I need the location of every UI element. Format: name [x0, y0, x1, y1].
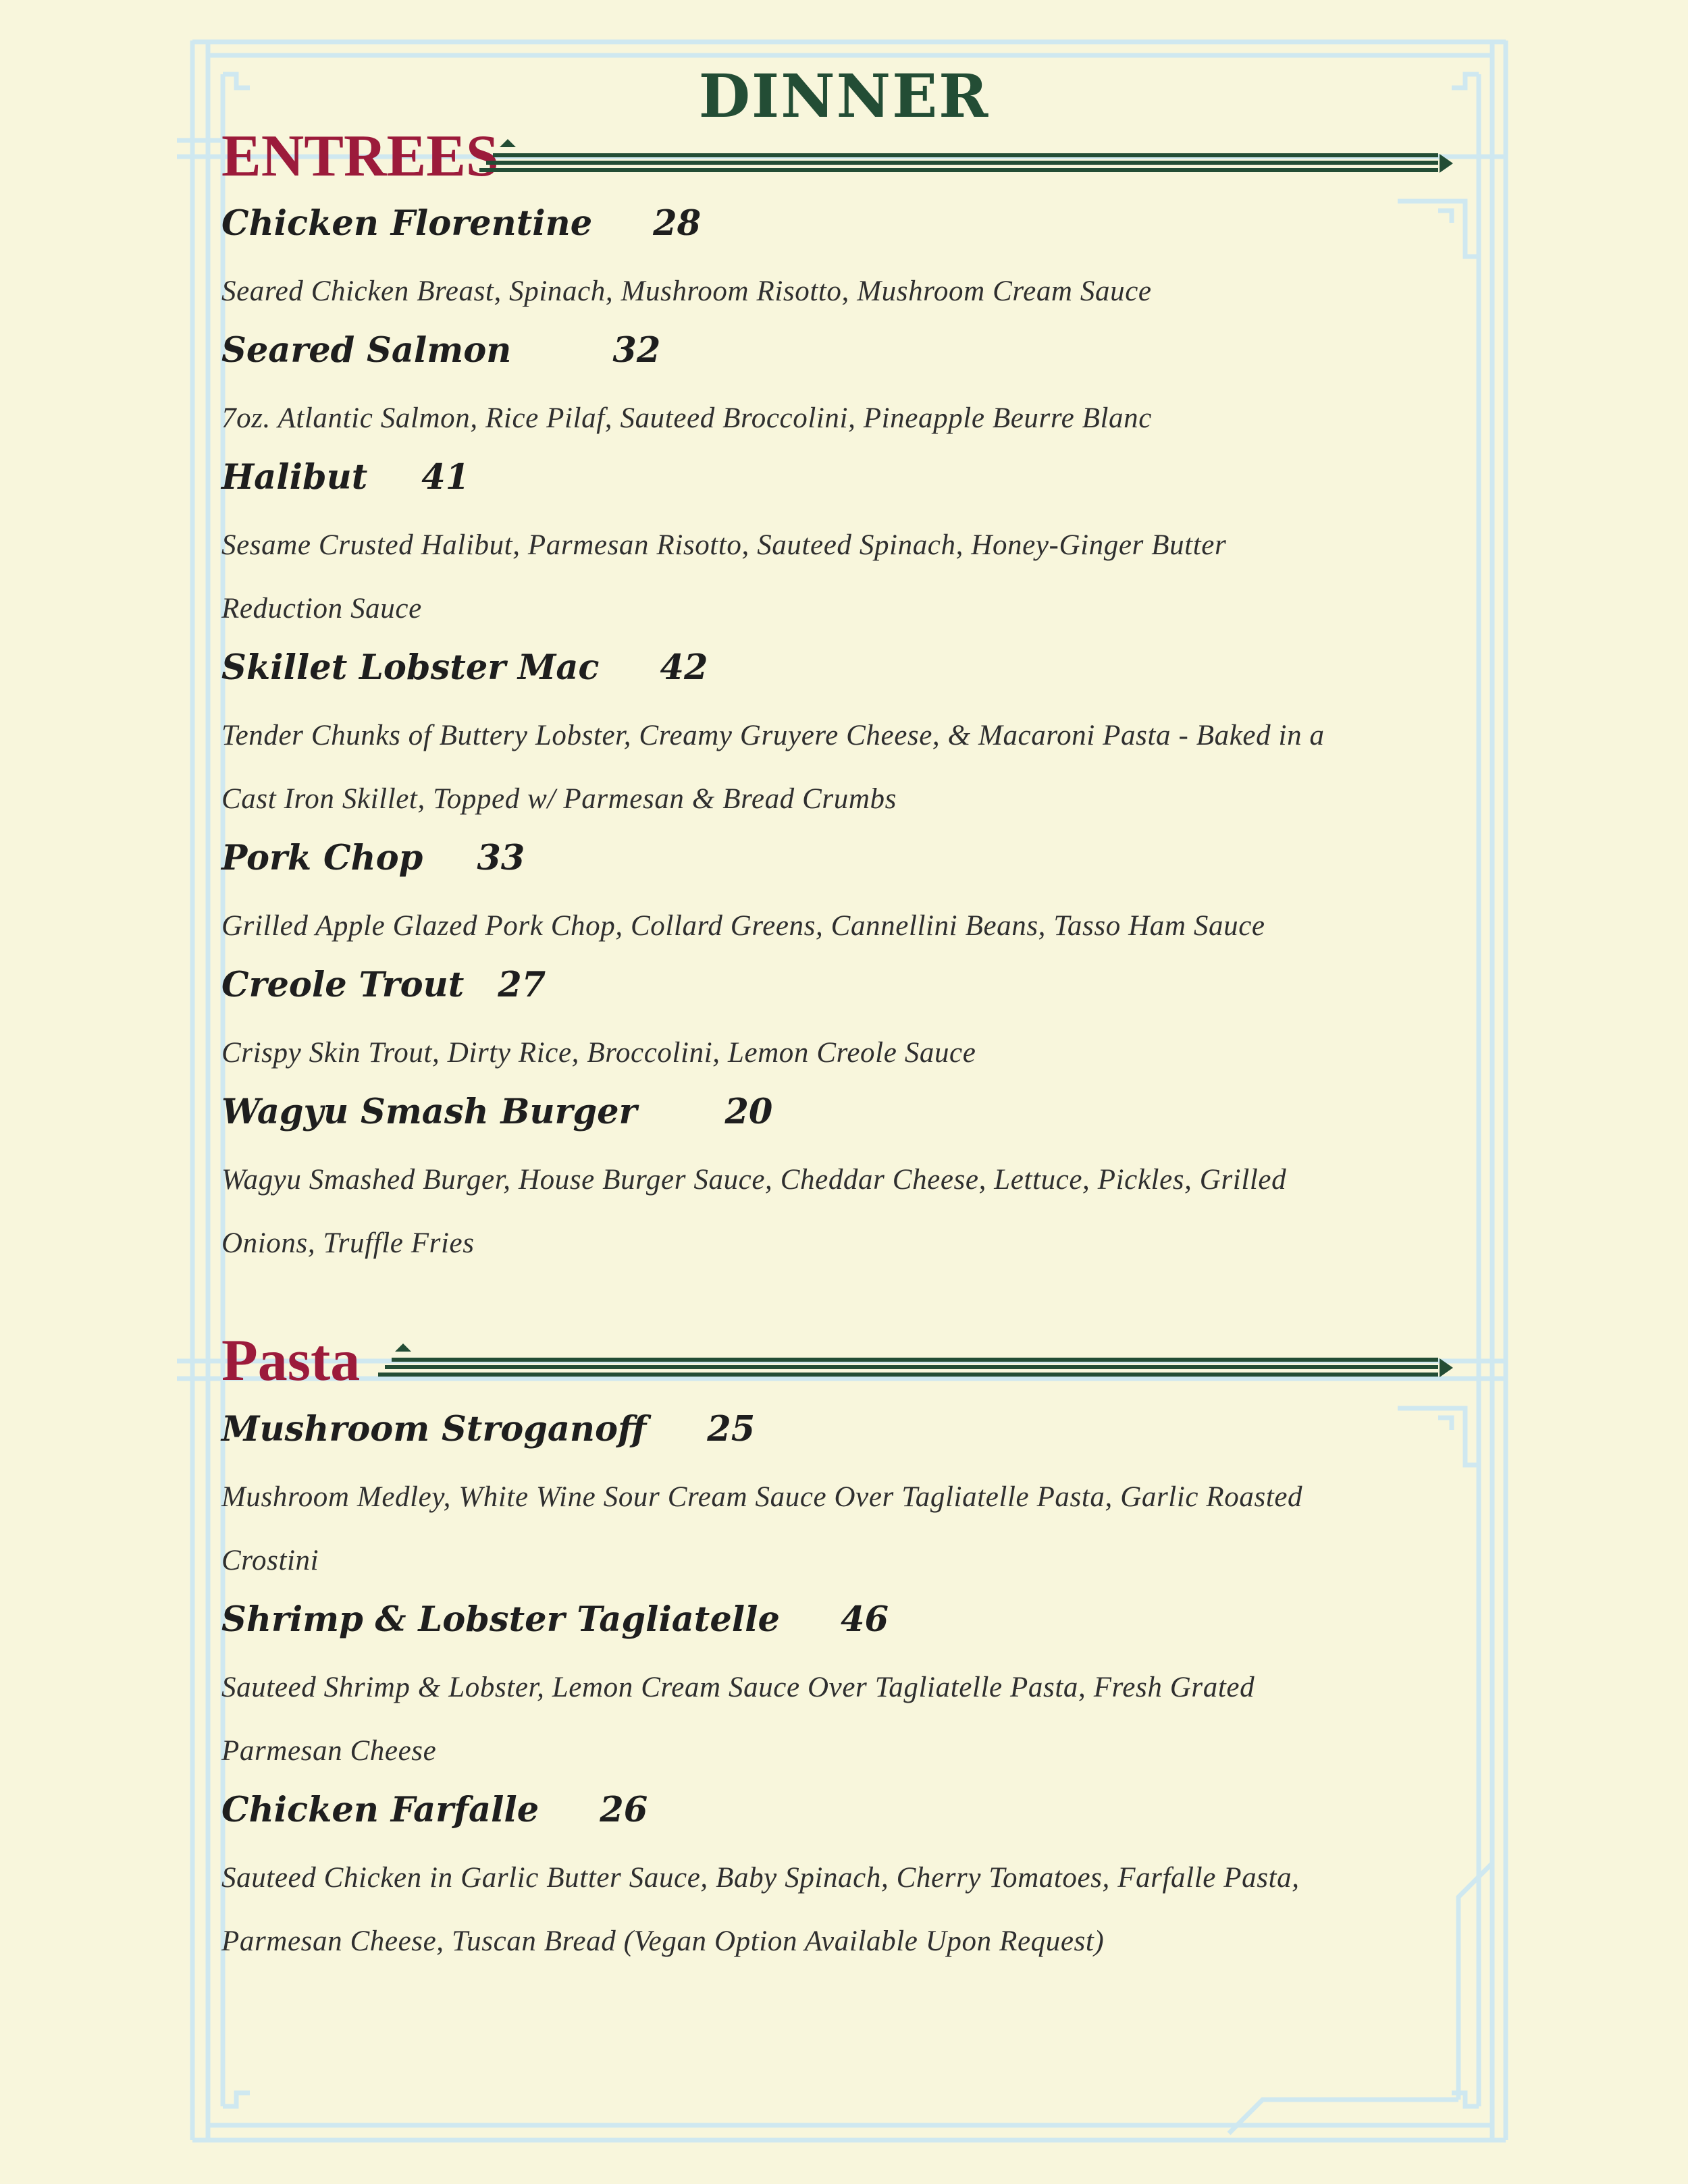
menu-item-description: Reduction Sauce: [221, 593, 422, 624]
menu-item-description: Grilled Apple Glazed Pork Chop, Collard Greens, Cannellini Beans, Tasso Ham Sauce: [221, 910, 1265, 942]
section-title-pasta: Pasta: [221, 1328, 361, 1393]
menu-item-price: 28: [653, 203, 702, 244]
menu-item-name: Creole Trout 27: [221, 965, 546, 1005]
menu-item-price: 33: [477, 838, 525, 878]
menu-item-name: Chicken Farfalle 26: [221, 1790, 648, 1830]
menu-item-name: Skillet Lobster Mac 42: [221, 647, 708, 688]
menu-item-price: 46: [840, 1599, 889, 1640]
menu-title: DINNER: [698, 61, 990, 131]
menu-item-description: Crispy Skin Trout, Dirty Rice, Broccolini, Lemon Creole Sauce: [221, 1037, 976, 1069]
menu-item-description: Onions, Truffle Fries: [221, 1227, 475, 1259]
menu-item-price: 25: [707, 1409, 756, 1449]
menu-item-description: 7oz. Atlantic Salmon, Rice Pilaf, Sauteed Broccolini, Pineapple Beurre Blanc: [221, 402, 1152, 434]
menu-item-description: Sauteed Shrimp & Lobster, Lemon Cream Sauce Over Tagliatelle Pasta, Fresh Grated: [221, 1672, 1255, 1703]
menu-item-price: 32: [612, 330, 661, 371]
menu-item-description: Sauteed Chicken in Garlic Butter Sauce, Baby Spinach, Cherry Tomatoes, Farfalle Pasta,: [221, 1862, 1300, 1894]
menu-item-price: 27: [498, 965, 546, 1005]
menu-item-description: Tender Chunks of Buttery Lobster, Creamy Gruyere Cheese, & Macaroni Pasta - Baked in a: [221, 720, 1325, 751]
menu-item-description: Seared Chicken Breast, Spinach, Mushroom Risotto, Mushroom Cream Sauce: [221, 275, 1152, 307]
menu-item-name: Pork Chop 33: [221, 838, 525, 878]
menu-item-price: 41: [421, 457, 470, 498]
menu-item-description: Wagyu Smashed Burger, House Burger Sauce, Cheddar Cheese, Lettuce, Pickles, Grilled: [221, 1164, 1287, 1196]
menu-item-name: Halibut 41: [221, 457, 470, 498]
menu-item-description: Parmesan Cheese, Tuscan Bread (Vegan Option Available Upon Request): [221, 1925, 1105, 1957]
section-divider-entrees: [466, 132, 1465, 180]
menu-item-name: Mushroom Stroganoff 25: [221, 1409, 756, 1449]
menu-item-description: Crostini: [221, 1545, 319, 1576]
menu-item-price: 26: [600, 1790, 648, 1830]
section-divider-pasta: [365, 1335, 1465, 1383]
menu-item-name: Chicken Florentine 28: [221, 203, 702, 244]
menu-item-name: Shrimp & Lobster Tagliatelle 46: [221, 1599, 889, 1640]
section-title-entrees: ENTREES: [221, 124, 499, 189]
menu-item-price: 42: [660, 647, 708, 688]
menu-item-description: Parmesan Cheese: [221, 1735, 437, 1767]
menu-item-description: Sesame Crusted Halibut, Parmesan Risotto, Sauteed Spinach, Honey-Ginger Butter: [221, 529, 1227, 561]
menu-item-description: Cast Iron Skillet, Topped w/ Parmesan & Bread Crumbs: [221, 783, 897, 815]
menu-item-price: 20: [724, 1092, 773, 1132]
menu-item-name: Seared Salmon 32: [221, 330, 661, 371]
menu-item-name: Wagyu Smash Burger 20: [221, 1092, 773, 1132]
menu-item-description: Mushroom Medley, White Wine Sour Cream Sauce Over Tagliatelle Pasta, Garlic Roasted: [221, 1481, 1303, 1513]
